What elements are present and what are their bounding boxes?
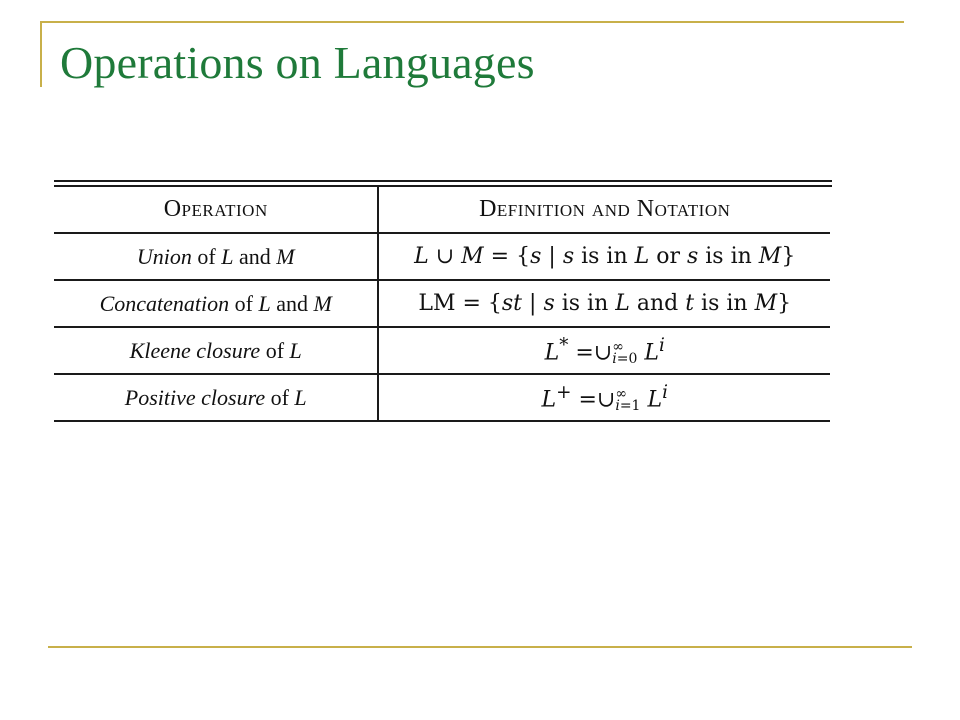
table-row bbox=[54, 327, 830, 374]
definition-cell: LM = {st | s is in L and t is in M} bbox=[378, 280, 830, 327]
slide-title: Operations on Languages bbox=[60, 37, 535, 88]
header-operation: Operation bbox=[54, 187, 378, 233]
definition-cell: L* =∪ ∞ i=0 $L^i$ bbox=[378, 327, 830, 374]
operation-cell: Positive closure of L bbox=[54, 374, 378, 421]
table-header-row bbox=[54, 187, 830, 233]
operations-table bbox=[54, 180, 832, 422]
table-row bbox=[54, 374, 830, 421]
top-rule bbox=[40, 21, 904, 23]
operation-cell: Kleene closure of L bbox=[54, 327, 378, 374]
table-row bbox=[54, 280, 830, 327]
header-definition: Definition and Notation bbox=[378, 187, 830, 233]
operation-cell: Concatenation of L and M bbox=[54, 280, 378, 327]
table-top-double-rule bbox=[54, 180, 832, 187]
left-rule bbox=[40, 21, 42, 87]
definition-cell: L+ =∪ ∞ i=1 $L^i$ bbox=[378, 374, 830, 421]
definition-cell: L ∪ M = {s | s is in L or s is in M} bbox=[378, 233, 830, 280]
bottom-rule bbox=[48, 646, 912, 648]
operation-cell: Union of L and M bbox=[54, 233, 378, 280]
table-row bbox=[54, 233, 830, 280]
